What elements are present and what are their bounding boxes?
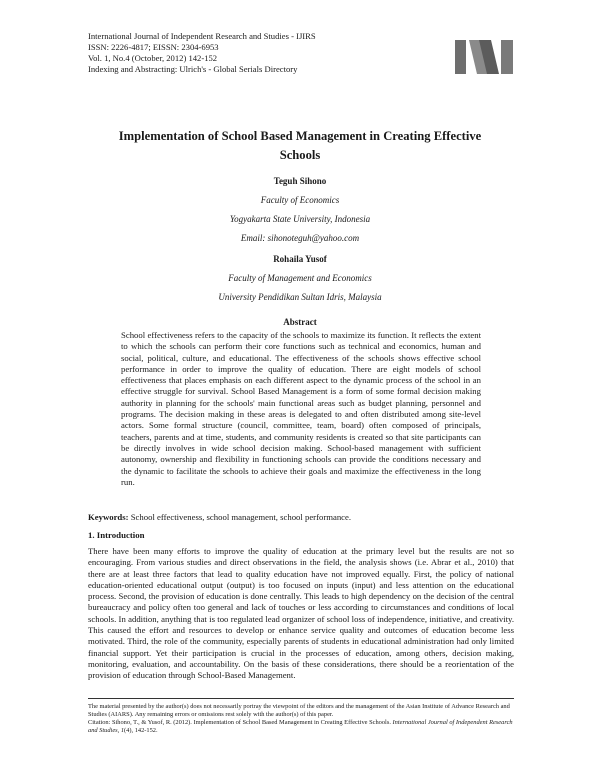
- journal-indexing: Indexing and Abstracting: Ulrich's - Global Serials Directory: [88, 64, 298, 74]
- paper-title: Implementation of School Based Management in Creating Effective Schools: [118, 129, 482, 162]
- keywords-text: School effectiveness, school management, school performance.: [130, 512, 352, 522]
- footnote-disclaimer: The material presented by the author(s) does not necessarily portray the viewpoint of the editors and the management of the Asian Institute of Advance Research and Studies (AIARS). Any remaining errors or omissions rest solely with the author(s) of this paper.: [88, 703, 510, 719]
- author-university: University Pendidikan Sultan Idris, Malaysia: [218, 292, 382, 302]
- footnote-divider: [88, 698, 514, 699]
- keywords: [88, 512, 351, 522]
- author-name: Teguh Sihono: [273, 176, 327, 186]
- journal-volume: Vol. 1, No.4 (October, 2012) 142-152: [88, 53, 218, 63]
- keywords-label: Keywords:: [88, 512, 131, 522]
- abstract-heading: Abstract: [283, 317, 317, 327]
- abstract-text: School effectiveness refers to the capacity of the schools to maximize its function. It reflects the extent to which the schools can perform their core functions such as technical and economics, human and social, political, culture, and educational. The effectiveness of the schools shows effective school performance in order to improve the quality of education. There are eight models of school effectiveness that places emphasis on each different aspect to the dynamic process of the school in an effective struggle for survival. School Based Management is a form of some formal decision making authority in planning for the schools' main functional areas such as budget planning, personnel and programs. The decision making in these areas is delegated to and often distributed among site-level actors. Some formal structure (council, committee, team, board) often composed of principals, teachers, parents and at time, students, and community residents is created so that site participants can be directly involves in wide school decision making. School-based management with sufficient autonomy, ownership and flexibility in functioning schools can provide the conditions necessary and the dynamic to facilitate the schools to achieve their goals and maximize the effectiveness in the long run.: [121, 330, 481, 487]
- author-faculty: Faculty of Management and Economics: [228, 273, 372, 283]
- author-name: Rohaila Yusof: [273, 254, 327, 264]
- author-block-2: [100, 250, 500, 307]
- section-heading-introduction: 1. Introduction: [88, 530, 145, 540]
- author-block-1: [100, 172, 500, 248]
- journal-issn: ISSN: 2226-4817; EISSN: 2304-6953: [88, 42, 219, 52]
- journal-name: International Journal of Independent Research and Studies - IJIRS: [88, 31, 316, 41]
- journal-header: [88, 31, 316, 75]
- author-university: Yogyakarta State University, Indonesia: [229, 214, 371, 224]
- author-email: Email: sihonoteguh@yahoo.com: [240, 233, 360, 243]
- author-faculty: Faculty of Economics: [260, 195, 340, 205]
- footnote: [88, 703, 514, 735]
- introduction-text: There have been many efforts to improve the quality of education at the primary level but the results are not so encouraging. From various studies and direct observations in the field, the analysis shows (i.e. Abrar et al., 2010) that there are at least three factors that lead to quality education have not improved equally. First, the policy of national education-oriented educational output (output) is too focused on inputs (input) and less attention on the educational process. Second, the provision of education is done centrally. This leads to high dependency on the decision of the central bureaucracy and policy often too general and lack of touches or less according to circumstances and conditions of local schools. In addition, anything that is too regulated lead organizer of school loss of independence, initiative, and creativity. This caused the effort and resources to develop or enhance service quality and outcomes of education become less motivated. Third, the role of the community, especially parents of students in educational administration had only limited financial support. Yet their participation is crucial in the processes of education, among others, decision making, monitoring, evaluation, and accountability. On the basis of these considerations, there should be a reorientation of the provision of education through School-Based Management.: [88, 546, 514, 681]
- footnote-citation: Citation: Sihono, T., & Yusof, R. (2012). Implementation of School Based Management in Creating Effective Schools. International Journal of Independent Research and Studies, 1(4), 142-152.: [88, 719, 513, 735]
- journal-logo-icon: [455, 40, 513, 74]
